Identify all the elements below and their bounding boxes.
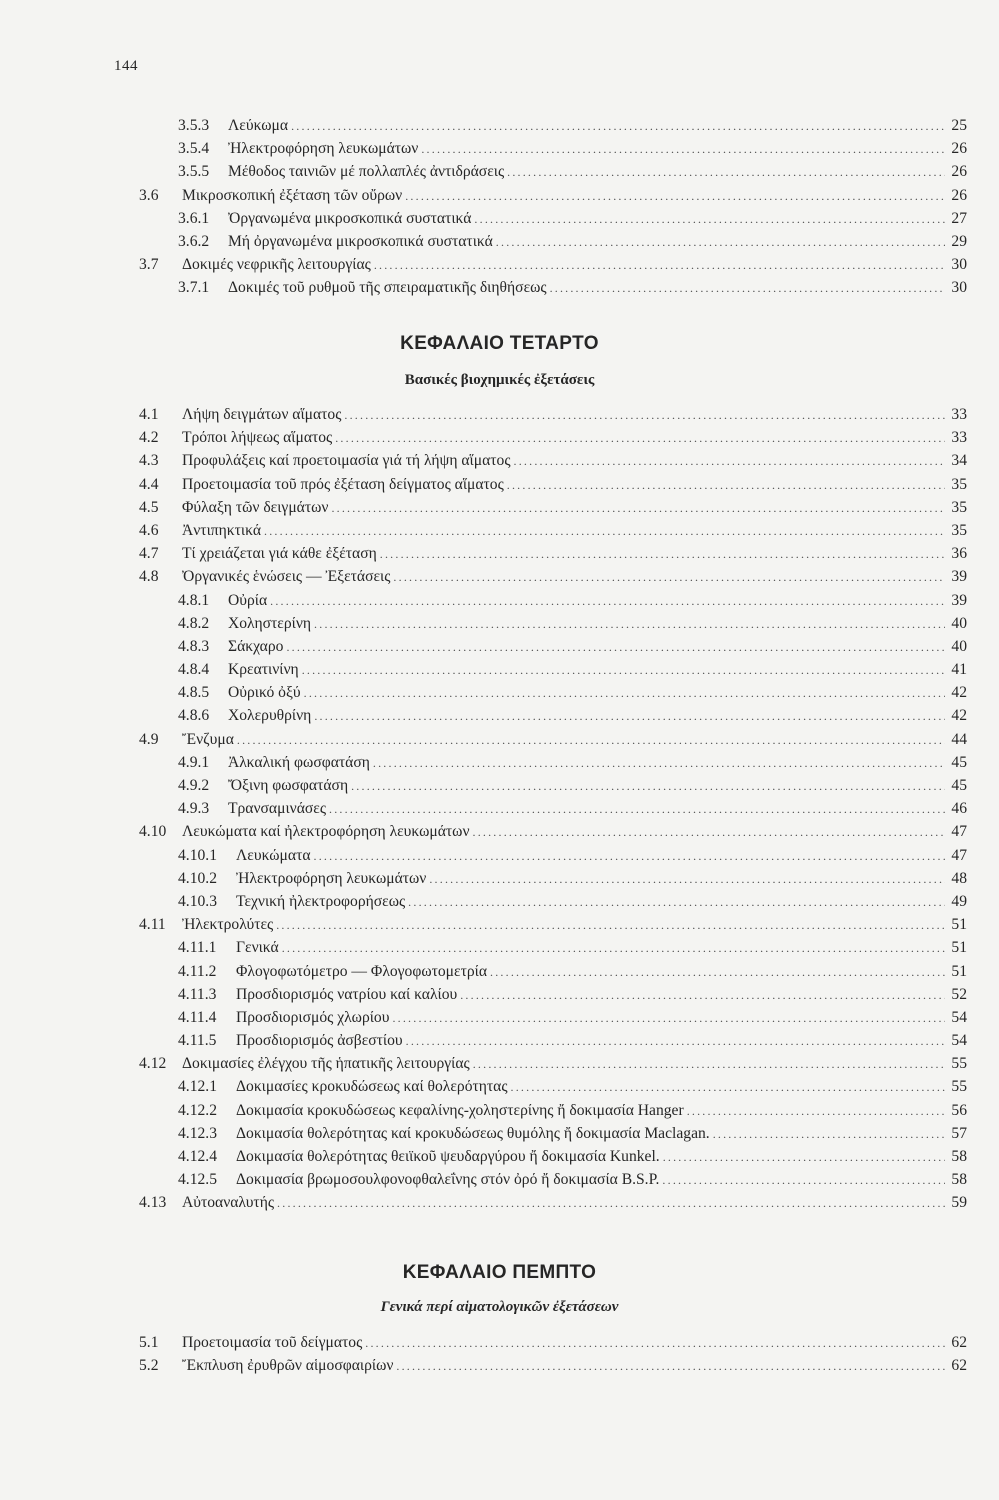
toc-entry [0,230,999,253]
chapter-4-title: ΚΕΦΑΛΑΙΟ ΤΕΤΑΡΤΟ [400,333,599,354]
dot-leader [550,277,945,300]
chapter-5-subtitle: Γενικά περί αἱματολογικῶν ἐξετάσεων [380,1299,619,1315]
toc-entry-title: Τρανσαμινάσες [228,800,327,818]
toc-entry-number: 4.10.2 [178,869,217,887]
toc-entry-number: 4.3 [139,452,159,470]
toc-entry-title: Μέθοδος ταινιῶν μέ πολλαπλές ἀντιδράσεις [228,163,505,181]
toc-entry [0,751,999,774]
toc-entry-title: Ἠλεκτρολύτες [182,916,274,934]
toc-entry-page: 41 [951,661,967,679]
toc-entry-title: Προφυλάξεις καί προετοιμασία γιά τή λήψη αἵματος [182,452,511,470]
dot-leader [473,1053,945,1076]
toc-entry [0,774,999,797]
toc-entry-title: Ἠλεκτροφόρηση λευκωμάτων [236,869,427,887]
dot-leader [291,115,945,138]
toc-entry-page: 25 [951,117,967,134]
toc-entry-title: Γενικά [236,939,279,957]
toc-entry-title: Φλογοφωτόμετρο — Φλογοφωτομετρία [236,962,488,980]
dot-leader [282,937,945,960]
toc-entry-number: 4.8.4 [178,661,210,679]
toc-entry-title: Δοκιμασίες κροκυδώσεως καί θολερότητας [236,1078,508,1096]
toc-entry-title: Οὐρία [228,591,268,609]
toc-entry-leader [236,1029,945,1053]
toc-entry-leader [182,542,945,566]
toc-entry-number: 4.5 [139,498,159,516]
dot-leader [408,891,945,914]
toc-entry [0,797,999,820]
toc-entry-title: Δοκιμασία κροκυδώσεως κεφαλίνης-χοληστερίνης ἤ δοκιμασία Hanger [236,1101,684,1119]
toc-entry [0,1191,999,1214]
dot-leader [490,961,945,984]
toc-entry-page: 55 [951,1078,967,1096]
toc-entry [0,253,999,276]
toc-entry [0,276,999,299]
toc-entry-page: 45 [951,777,967,794]
toc-entry-page: 33 [951,429,967,447]
toc-entry-leader [228,658,945,682]
toc-entry-page: 29 [951,232,967,250]
toc-entry-title: Αὐτοαναλυτής [182,1194,275,1212]
toc-entry-number: 4.10 [139,823,167,841]
toc-entry-page: 42 [951,684,967,702]
dot-leader [302,659,945,682]
toc-entry-number: 4.12 [139,1055,167,1073]
dot-leader [380,543,945,566]
dot-leader [276,914,945,937]
toc-entry-leader [228,797,945,821]
toc-entry-leader [236,1168,945,1192]
dot-leader [237,729,945,752]
toc-entry [0,820,999,843]
dot-leader [514,450,945,473]
toc-entry [0,658,999,681]
toc-entry-number: 4.11.2 [178,962,217,980]
toc-entry-leader [236,1075,945,1099]
toc-entry-number: 5.1 [139,1334,159,1351]
toc-entry [0,496,999,519]
dot-leader [511,1076,945,1099]
toc-entry-leader [182,820,945,844]
toc-entry-title: Προσδιορισμός χλωρίου [236,1008,390,1026]
toc-entry-page: 35 [951,475,967,493]
toc-entry-number: 4.10.1 [178,846,217,864]
toc-entry-leader [182,473,945,497]
toc-entry [0,114,999,137]
toc-entry-title: Λεύκωμα [228,117,289,134]
toc-entry-page: 47 [951,823,967,841]
toc-entry-title: Σάκχαρο [228,637,284,655]
toc-entry-number: 4.9.1 [178,753,210,771]
toc-entry-page: 51 [951,939,967,957]
toc-entry-page: 35 [951,498,967,516]
toc-entry-title: Λευκώματα καί ἠλεκτροφόρηση λευκωμάτων [182,823,470,841]
toc-entry [0,184,999,207]
toc-entry-leader [236,960,945,984]
toc-entry-title: Προετοιμασία τοῦ πρός ἐξέταση δείγματος αἵματος [182,475,504,493]
toc-entry-title: Προσδιορισμός νατρίου καί καλίου [236,985,458,1003]
toc-entry [0,403,999,426]
toc-entry-leader [236,1145,945,1169]
toc-entry-number: 4.11.3 [178,985,217,1003]
toc-entry-title: Ἔνζυμα [182,730,234,748]
toc-entry-title: Δοκιμές νεφρικῆς λειτουργίας [182,256,371,274]
toc-entry-number: 4.9.3 [178,800,210,818]
toc-entry-number: 4.8.2 [178,614,210,632]
dot-leader [264,520,945,543]
toc-entry [0,426,999,449]
dot-leader [344,404,945,427]
toc-entry-page: 52 [951,985,967,1003]
toc-entry [0,207,999,230]
toc-entry-page: 34 [951,452,967,470]
toc-entry-leader [182,496,945,520]
toc-entry-number: 4.11 [139,916,166,934]
toc-entry-page: 26 [951,186,967,204]
toc-entry-title: Ἔκπλυση ἐρυθρῶν αἱμοσφαιρίων [182,1357,394,1375]
dot-leader [396,1355,945,1378]
toc-entry-leader [228,589,945,613]
toc-continued-section [0,114,999,300]
toc-entry [0,1029,999,1052]
toc-entry-title: Τεχνική ἠλεκτροφορήσεως [236,892,406,910]
toc-entry [0,449,999,472]
dot-leader [429,868,945,891]
toc-entry [0,519,999,542]
toc-entry-number: 3.7 [139,256,159,274]
toc-entry-page: 62 [951,1334,967,1351]
dot-leader [460,984,945,1007]
toc-entry [0,1006,999,1029]
toc-entry-leader [228,160,945,184]
dot-leader [329,798,945,821]
toc-entry-number: 4.8.6 [178,707,210,725]
toc-entry-leader [236,983,945,1007]
toc-entry-number: 3.6 [139,186,159,204]
toc-chapter-5-section [0,1331,999,1377]
toc-entry [0,612,999,635]
dot-leader [374,254,945,277]
toc-entry-number: 4.11.1 [178,939,217,957]
toc-entry-leader [182,426,945,450]
dot-leader [662,1169,945,1192]
toc-entry-number: 4.12.5 [178,1171,217,1189]
toc-entry [0,1331,999,1354]
toc-entry-leader [182,253,945,277]
toc-entry-title: Λευκώματα [236,846,311,864]
toc-entry-title: Τρόποι λήψεως αἵματος [182,429,333,447]
toc-entry-number: 3.5.5 [178,163,210,181]
dot-leader [392,1007,945,1030]
chapter-4-subtitle: Βασικές βιοχημικές ἐξετάσεις [404,372,595,388]
toc-entry-number: 4.11.4 [178,1008,217,1026]
toc-entry [0,890,999,913]
toc-entry [0,1122,999,1145]
toc-entry-leader [228,276,945,300]
toc-entry-page: 62 [951,1357,967,1375]
toc-entry-number: 3.6.2 [178,232,210,250]
toc-entry-page: 58 [951,1171,967,1189]
dot-leader [663,1146,945,1169]
toc-entry-leader [182,913,945,937]
toc-entry-leader [228,114,945,138]
toc-entry-number: 4.1 [139,406,159,423]
toc-entry-title: Προετοιμασία τοῦ δείγματος [182,1334,363,1351]
toc-entry-page: 47 [951,846,967,864]
toc-chapter-4-section [0,403,999,1215]
toc-entry-leader [228,207,945,231]
toc-entry-page: 39 [951,591,967,609]
toc-entry-leader [228,612,945,636]
toc-entry-title: Προσδιορισμός ἀσβεστίου [236,1032,403,1050]
toc-entry-leader [236,1099,945,1123]
dot-leader [373,752,945,775]
toc-entry-page: 54 [951,1032,967,1050]
toc-entry [0,1354,999,1377]
toc-entry-leader [228,751,945,775]
toc-entry [0,867,999,890]
toc-entry-page: 39 [951,568,967,586]
toc-entry-title: Μικροσκοπική ἐξέταση τῶν οὔρων [182,186,403,204]
toc-entry-title: Ὀργανικές ἑνώσεις — Ἐξετάσεις [182,568,391,586]
toc-entry-leader [182,1191,945,1215]
toc-entry-number: 3.6.1 [178,209,210,227]
toc-entry-number: 4.7 [139,545,159,563]
dot-leader [286,636,945,659]
dot-leader [314,613,945,636]
toc-entry-leader [182,1052,945,1076]
toc-entry-number: 4.12.2 [178,1101,217,1119]
toc-entry-page: 51 [951,916,967,934]
dot-leader [474,208,945,231]
toc-entry [0,542,999,565]
toc-entry-leader [182,184,945,208]
dot-leader [314,845,945,868]
toc-entry-page: 26 [951,163,967,181]
toc-entry-number: 4.12.3 [178,1124,217,1142]
toc-entry-title: Μή ὀργανωμένα μικροσκοπικά συστατικά [228,232,493,250]
toc-entry-number: 4.6 [139,521,159,539]
toc-entry-leader [228,635,945,659]
toc-entry-leader [182,1331,945,1355]
dot-leader [473,821,946,844]
toc-entry-leader [236,844,945,868]
toc-entry-title: Οὐρικό ὀξύ [228,684,301,702]
toc-entry-leader [228,704,945,728]
page-number: 144 [114,58,138,74]
toc-entry-leader [228,774,945,798]
toc-entry [0,1145,999,1168]
toc-entry-title: Ὄξινη φωσφατάση [228,777,349,794]
toc-entry-page: 54 [951,1008,967,1026]
toc-entry-number: 3.5.3 [178,117,210,134]
toc-entry [0,844,999,867]
toc-entry [0,1099,999,1122]
toc-entry-number: 4.8.3 [178,637,210,655]
toc-entry-leader [236,1006,945,1030]
toc-entry-page: 44 [951,730,967,748]
toc-entry-page: 42 [951,707,967,725]
toc-entry-title: Λήψη δειγμάτων αἵματος [182,406,342,423]
dot-leader [507,161,945,184]
toc-entry-number: 4.8.1 [178,591,210,609]
toc-entry-number: 4.10.3 [178,892,217,910]
dot-leader [507,474,945,497]
toc-entry [0,565,999,588]
toc-entry [0,589,999,612]
dot-leader [687,1100,945,1123]
toc-entry-title: Ἀλκαλική φωσφατάση [228,753,370,771]
toc-entry-number: 4.9 [139,730,159,748]
dot-leader [405,185,945,208]
toc-entry-number: 4.11.5 [178,1032,217,1050]
toc-entry [0,1168,999,1191]
toc-entry [0,635,999,658]
toc-entry [0,160,999,183]
toc-entry-page: 49 [951,892,967,910]
toc-entry [0,473,999,496]
toc-entry-number: 4.8 [139,568,159,586]
toc-entry-page: 48 [951,869,967,887]
toc-entry-page: 45 [951,753,967,771]
toc-entry [0,960,999,983]
toc-entry-page: 51 [951,962,967,980]
dot-leader [713,1123,945,1146]
toc-entry-leader [236,867,945,891]
toc-entry-number: 4.8.5 [178,684,210,702]
toc-entry-title: Ἠλεκτροφόρηση λευκωμάτων [228,140,419,158]
toc-entry-number: 4.12.4 [178,1148,217,1165]
dot-leader [393,566,945,589]
toc-entry-title: Δοκιμασίες ἐλέγχου τῆς ἡπατικῆς λειτουργίας [182,1055,470,1073]
toc-entry-number: 5.2 [139,1357,159,1375]
toc-entry-number: 4.9.2 [178,777,210,794]
dot-leader [365,1332,945,1355]
dot-leader [277,1192,945,1215]
toc-entry-title: Δοκιμασία βρωμοσουλφονοφθαλεΐνης στόν ὀρό ἤ δοκιμασία B.S.P. [236,1171,660,1189]
dot-leader [270,590,945,613]
toc-entry-page: 40 [951,637,967,655]
toc-entry-page: 30 [951,279,967,297]
toc-entry [0,983,999,1006]
toc-entry-number: 3.5.4 [178,140,210,158]
toc-entry-page: 30 [951,256,967,274]
toc-entry-title: Δοκιμασία θολερότητας θειϊκοῦ ψευδαργύρου ἤ δοκιμασία Kunkel. [236,1148,660,1165]
toc-entry [0,137,999,160]
toc-entry-leader [236,890,945,914]
toc-entry-page: 57 [951,1124,967,1142]
toc-entry-title: Δοκιμές τοῦ ρυθμοῦ τῆς σπειραματικῆς διηθήσεως [228,279,547,297]
toc-entry [0,1075,999,1098]
toc-entry-page: 55 [951,1055,967,1073]
toc-entry-page: 36 [951,545,967,563]
toc-entry-title: Χοληστερίνη [228,614,312,632]
toc-entry-leader [182,1354,945,1378]
dot-leader [406,1030,945,1053]
toc-entry-page: 56 [951,1101,967,1119]
toc-entry-number: 4.12.1 [178,1078,217,1096]
toc-entry [0,1052,999,1075]
toc-entry-leader [228,230,945,254]
dot-leader [496,231,945,254]
toc-entry [0,913,999,936]
toc-entry-page: 33 [951,406,967,423]
toc-entry-number: 4.13 [139,1194,167,1212]
toc-entry-leader [228,137,945,161]
toc-entry-leader [228,681,945,705]
toc-entry-page: 58 [951,1148,967,1165]
toc-entry [0,936,999,959]
toc-entry-leader [182,728,945,752]
dot-leader [304,682,945,705]
toc-entry-leader [182,449,945,473]
toc-entry-number: 4.4 [139,475,159,493]
dot-leader [335,427,945,450]
toc-entry-number: 3.7.1 [178,279,210,297]
toc-entry [0,728,999,751]
toc-entry [0,681,999,704]
dot-leader [331,497,945,520]
dot-leader [421,138,945,161]
toc-entry [0,704,999,727]
toc-entry-page: 27 [951,209,967,227]
toc-entry-title: Τί χρειάζεται γιά κάθε ἐξέταση [182,545,377,563]
toc-entry-leader [182,565,945,589]
dot-leader [314,705,945,728]
toc-entry-page: 35 [951,521,967,539]
toc-entry-leader [236,936,945,960]
toc-entry-page: 46 [951,800,967,818]
chapter-5-title: ΚΕΦΑΛΑΙΟ ΠΕΜΠΤΟ [402,1262,597,1283]
toc-entry-title: Χολερυθρίνη [228,707,312,725]
toc-entry-leader [182,519,945,543]
toc-entry-leader [182,403,945,427]
toc-entry-leader [236,1122,945,1146]
toc-entry-title: Ἀντιπηκτικά [182,521,262,539]
toc-entry-number: 4.2 [139,429,159,447]
toc-entry-title: Κρεατινίνη [228,661,299,679]
toc-entry-title: Δοκιμασία θολερότητας καί κροκυδώσεως θυμόλης ἤ δοκιμασία Maclagan. [236,1124,710,1142]
toc-entry-title: Ὀργανωμένα μικροσκοπικά συστατικά [228,209,472,227]
dot-leader [351,775,945,798]
toc-entry-page: 40 [951,614,967,632]
toc-entry-page: 59 [951,1194,967,1212]
toc-entry-title: Φύλαξη τῶν δειγμάτων [182,498,329,516]
toc-entry-page: 26 [951,140,967,158]
